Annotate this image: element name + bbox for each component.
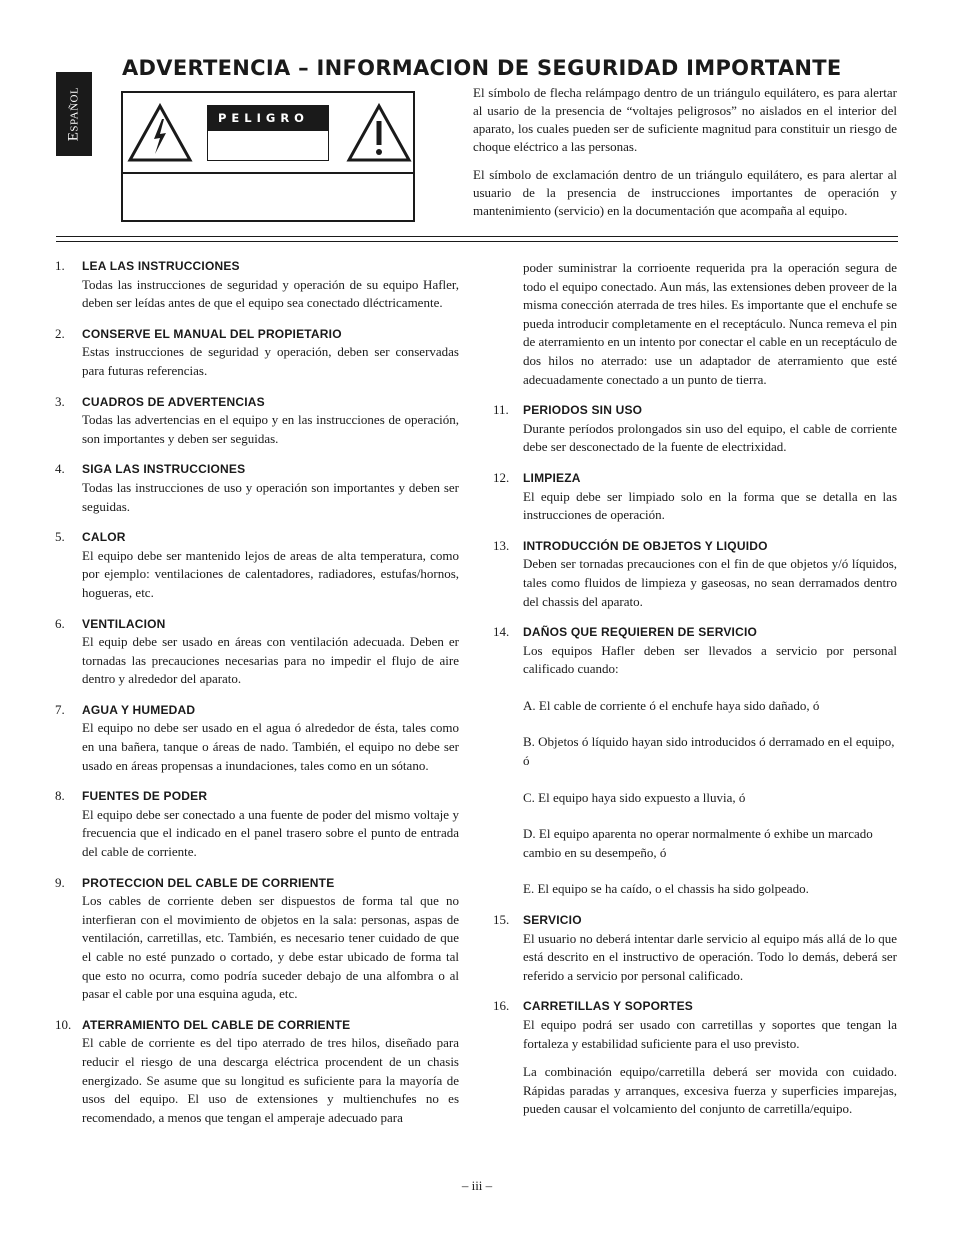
instruction-item — [493, 997, 897, 1119]
item-number: 12. — [493, 469, 510, 485]
instruction-item — [493, 469, 897, 525]
item-body: Deben ser tornadas precauciones con el fin de que objetos y/ó líquidos, tales como fluidos de limpieza y gaseosas, no sean derramados dentro del chassis del aparato. — [523, 556, 897, 609]
instruction-item — [493, 623, 897, 899]
service-condition: D. El equipo aparenta no operar normalmente ó exhibe un marcado cambio en su desempeño, ó — [523, 826, 873, 860]
item-number: 13. — [493, 537, 510, 553]
item-heading: INTRODUCCIÓN DE OBJETOS Y LIQUIDO — [523, 538, 768, 553]
item-body: Los equipos Hafler deben ser llevados a servicio por personal calificado cuando: — [523, 642, 897, 677]
instruction-item — [493, 911, 897, 985]
item-body: El equipo debe ser conectado a una fuente de poder del mismo voltaje y frecuencia que el indicado en el panel trasero sobre el punto de entrada del cable de corriente. — [82, 806, 459, 860]
instruction-item — [493, 537, 897, 611]
instructions-column-left — [55, 257, 459, 1139]
item-body: El usuario no deberá intentar darle servicio al equipo más allá de lo que está descrito en el instructivo de operación. Todo lo demás, deberá ser referido a servicio por personal calificado. — [523, 930, 897, 983]
divider-rule — [56, 241, 898, 242]
instruction-item — [55, 787, 459, 861]
item-body: El equip debe ser usado en áreas con ventilación adecuada. Deben er tornadas las precauciones necesarias para no impedir el flujo de aire dentro y alrededor del aparato. — [82, 634, 459, 687]
item-continuation: poder suministrar la corrioente requerida pra la operación segura de todo el equipo conectado. Aun más, las extensiones deben proveer de la misma conección aterrada de tres hiles. Es importante que el enchufe se pueda introducir completamente en el receptáculo. Nunca remeva el pin de aterramiento en un intento por conectar el cable en un receptáculo de dos hilos no aterrado: use un adaptador de aterramiento que esté adecuadamente conectado a un punto de tierra. — [523, 260, 897, 387]
item-number: 2. — [55, 325, 65, 341]
service-condition: A. El cable de corriente ó el enchufe haya sido dañado, ó — [523, 697, 820, 713]
item-number: 14. — [493, 624, 510, 640]
item-body: Los cables de corriente deben ser dispuestos de forma tal que no interfieran con el movimiento de objetos en la sala: personas, aspas de ventilación, carretillas, etc. También, es necesario tener cuidado de que el cable no esté punzado o cortado, y debe estar ubicado de forma tal que esto no ocurra, como podría suceder debajo de una alfombra o al pasar el cable por una esquina aguda, etc. — [82, 893, 459, 1002]
item-body: Todas las instrucciones de seguridad y operación de su equipo Hafler, deben ser leídas antes de que el equipo sea conectado dléctricamente. — [82, 276, 459, 311]
item-number: 11. — [493, 402, 509, 418]
item-number: 1. — [55, 258, 65, 273]
instruction-item — [55, 1016, 459, 1128]
warning-label — [207, 105, 329, 161]
language-tab-label: Español — [65, 86, 82, 142]
item-number: 8. — [55, 788, 65, 804]
item-heading: SERVICIO — [523, 913, 582, 928]
item-number: 7. — [55, 701, 65, 717]
item-heading: LIMPIEZA — [523, 470, 581, 485]
item-heading: CUADROS DE ADVERTENCIAS — [82, 394, 265, 409]
item-number: 4. — [55, 461, 65, 477]
item-heading: LEA LAS INSTRUCCIONES — [82, 259, 240, 273]
instruction-item — [55, 874, 459, 1004]
warning-banner: PELIGRO — [208, 106, 328, 131]
instruction-item — [55, 701, 459, 775]
item-heading: FUENTES DE PODER — [82, 789, 208, 804]
item-heading: PROTECCION DEL CABLE DE CORRIENTE — [82, 875, 335, 890]
item-heading: CARRETILLAS Y SOPORTES — [523, 999, 693, 1014]
lightning-explanation: El símbolo de flecha relámpago dentro de un triángulo equilátero, es para alertar al usario de la presencia de “voltajes peligrosos” no aislados en el interior del aparato, los cuales pueden ser de suficiente magnitud para constituir un riesgo de choque eléctrico a las personas. — [473, 85, 897, 154]
exclamation-triangle-icon — [346, 103, 412, 163]
item-heading: PERIODOS SIN USO — [523, 403, 643, 418]
symbol-explanations — [473, 84, 897, 230]
exclamation-explanation: El símbolo de exclamación dentro de un triángulo equilátero, es para alertar al usuario de la presencia de instrucciones importantes de operación y mantenimiento (servicio) en la documentación que acompaña al equipo. — [473, 167, 897, 218]
service-condition: E. El equipo se ha caído, o el chassis ha sido golpeado. — [523, 881, 809, 897]
item-number: 5. — [55, 529, 65, 545]
item-number: 15. — [493, 912, 510, 928]
lightning-triangle-icon — [127, 103, 193, 163]
item-body: El cable de corriente es del tipo aterrado de tres hilos, diseñado para reducir el riesgo de una descarga eléctrica procendent de un chasis energizado. Se asume que su longitud es suficiente para la mayoría de usos del equipo. El uso de extensiones y multienchufes no es recomendado, a menos que tengan el amperaje adecuado para — [82, 1035, 459, 1125]
item-body: El equipo no debe ser usado en el agua ó alrededor de ésta, tales como en una bañera, tanque o áreas de nado. También, el equipo no debe ser usado en áreas propensas a inundaciones, tales como en un sótano. — [82, 720, 459, 773]
item-body: El equip debe ser limpiado solo en la forma que se detalla en las instrucciones de operación. — [523, 488, 897, 523]
instruction-item — [55, 393, 459, 449]
instruction-item — [55, 325, 459, 381]
divider-rule — [56, 236, 898, 237]
page-title: ADVERTENCIA – INFORMACION DE SEGURIDAD IMPORTANTE — [122, 56, 842, 80]
language-tab — [56, 72, 92, 156]
item-number: 3. — [55, 393, 65, 409]
page-number: – iii – — [461, 1178, 493, 1193]
item-heading: DAÑOS QUE REQUIEREN DE SERVICIO — [523, 625, 758, 640]
item-number: 6. — [55, 615, 65, 631]
instructions-column-right — [493, 259, 897, 1131]
item-number: 9. — [55, 874, 65, 890]
item-number: 10. — [55, 1016, 72, 1032]
item-body-second-paragraph: La combinación equipo/carretilla deberá ser movida con cuidado. Rápidas paradas y arranques, excesiva fuerza y superficies imparejas, pueden causar el volcamiento del conjunto de carretilla/equipo. — [523, 1064, 897, 1117]
item-body: Todas las advertencias en el equipo y en las instrucciones de operación, son importantes y deben ser seguidas. — [82, 412, 459, 446]
item-heading: ATERRAMIENTO DEL CABLE DE CORRIENTE — [82, 1017, 351, 1032]
item-heading: VENTILACION — [82, 616, 166, 631]
item-heading: CONSERVE EL MANUAL DEL PROPIETARIO — [82, 326, 342, 341]
item-number: 16. — [493, 998, 510, 1014]
item-body: Durante períodos prolongados sin uso del equipo, el cable de corriente debe ser desconectado de la fuente de electrixidad. — [523, 420, 897, 455]
instruction-item — [55, 528, 459, 602]
item-heading: SIGA LAS INSTRUCCIONES — [82, 462, 246, 477]
item-body: Todas las instrucciones de uso y operación son importantes y deben ser seguidas. — [82, 479, 459, 514]
instruction-item — [493, 401, 897, 457]
item-body: Estas instrucciones de seguridad y operación, deben ser conservadas para futuras referencias. — [82, 344, 459, 378]
instruction-item — [55, 615, 459, 689]
item-body: El equipo podrá ser usado con carretillas y soportes que tengan la fortaleza y estabilidad suficiente para el uso previsto. — [523, 1017, 897, 1051]
service-condition: B. Objetos ó líquido hayan sido introducidos ó derramado en el equipo, ó — [523, 734, 895, 769]
instruction-item — [55, 460, 459, 516]
instruction-item — [55, 257, 459, 313]
item-heading: CALOR — [82, 530, 126, 545]
item-heading: AGUA Y HUMEDAD — [82, 702, 196, 717]
service-condition: C. El equipo haya sido expuesto a lluvia, ó — [523, 789, 746, 805]
item-body: El equipo debe ser mantenido lejos de areas de alta temperatura, como por ejemplo: ventilaciones de calentadores, radiadores, estufas/hornos, hogueras, etc. — [82, 547, 459, 600]
warning-label-box — [121, 91, 415, 222]
warning-box-divider — [123, 172, 413, 174]
